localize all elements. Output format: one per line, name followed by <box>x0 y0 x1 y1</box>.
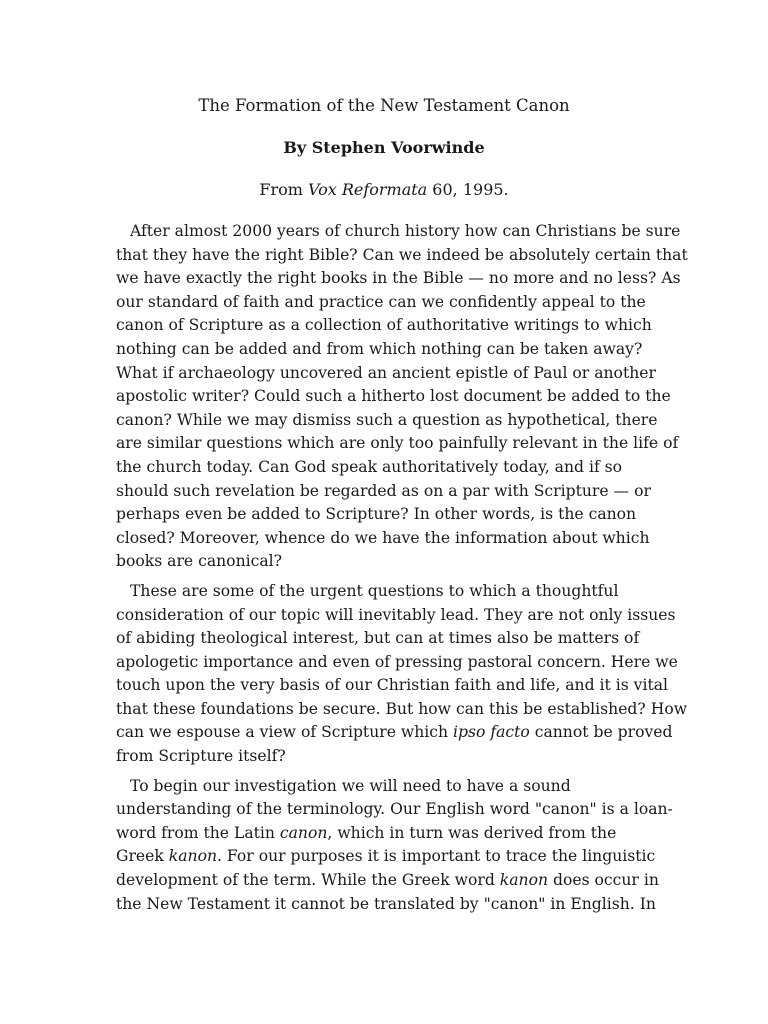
text-line: the church today. Can God speak authoritatively today, and if so <box>116 457 623 476</box>
text-line <box>116 822 636 846</box>
text-line: nothing can be added and from which nothing can be taken away? <box>116 339 643 358</box>
author-byline: By Stephen Voorwinde <box>283 138 485 157</box>
source-journal: Vox Reformata <box>307 180 428 199</box>
text-line: should such revelation be regarded as on a par with Scripture — or <box>116 481 651 500</box>
text-line: After almost 2000 years of church history how can Christians be sure <box>130 222 681 240</box>
text-line <box>116 869 659 893</box>
text-line: books are canonical? <box>116 552 282 571</box>
text-line: What if archaeology uncovered an ancient epistle of Paul or another <box>116 363 656 382</box>
text-line: of abiding theological interest, but can at times also be matters of <box>116 629 640 648</box>
text-segment: word from the Latin <box>116 823 280 842</box>
text-line: perhaps even be added to Scripture? In other words, is the canon <box>116 505 637 524</box>
text-line: our standard of faith and practice can we confidently appeal to the <box>116 292 646 311</box>
text-segment: development of the term. While the Greek word <box>116 871 500 890</box>
text-line: from Scripture itself? <box>116 747 286 766</box>
text-line: that these foundations be secure. But how can this be established? How <box>116 699 688 718</box>
paragraph-3 <box>116 775 673 917</box>
text-line: These are some of the urgent questions to which a thoughtful <box>130 581 619 600</box>
paragraph-1 <box>116 220 688 574</box>
source-prefix: From <box>259 180 308 199</box>
text-line: we have exactly the right books in the Bible — no more and no less? As <box>116 269 681 288</box>
text-segment: . For our purposes it is important to trace the linguistic <box>217 847 656 866</box>
text-line: canon? While we may dismiss such a question as hypothetical, there <box>116 410 658 429</box>
text-line: To begin our investigation we will need to have a sound <box>130 776 571 795</box>
text-line: apostolic writer? Could such a hitherto lost document be added to the <box>116 387 671 406</box>
text-line: are similar questions which are only too painfully relevant in the life of <box>116 434 679 453</box>
italic-term: canon <box>279 823 328 842</box>
text-segment: Greek <box>116 847 169 866</box>
text-segment: can we espouse a view of Scripture which <box>116 723 453 742</box>
text-line: that they have the right Bible? Can we indeed be absolutely certain that <box>116 245 688 264</box>
text-line: closed? Moreover, whence do we have the information about which <box>116 528 650 547</box>
italic-term: ipso facto <box>453 723 530 742</box>
document-title: The Formation of the New Testament Canon <box>198 96 570 115</box>
text-line: understanding of the terminology. Our English word "canon" is a loan- <box>116 800 673 819</box>
text-line <box>116 721 673 745</box>
text-segment: cannot be proved <box>529 723 673 742</box>
italic-term: kanon <box>168 847 218 866</box>
text-line: canon of Scripture as a collection of authoritative writings to which <box>116 316 652 335</box>
text-line: consideration of our topic will inevitably lead. They are not only issues <box>116 605 676 624</box>
text-segment: does occur in <box>548 871 659 890</box>
source-citation <box>0 178 768 202</box>
text-segment: , which in turn was derived from the <box>327 823 617 842</box>
article-body <box>116 220 688 922</box>
paragraph-2 <box>116 580 688 769</box>
text-line: the New Testament it cannot be translated by "canon" in English. In <box>116 894 656 913</box>
text-line: apologetic importance and even of pressing pastoral concern. Here we <box>116 652 678 671</box>
italic-term: kanon <box>499 871 549 890</box>
text-line: touch upon the very basis of our Christian faith and life, and it is vital <box>116 676 669 695</box>
source-suffix: 60, 1995. <box>427 180 509 199</box>
text-line <box>116 845 656 869</box>
